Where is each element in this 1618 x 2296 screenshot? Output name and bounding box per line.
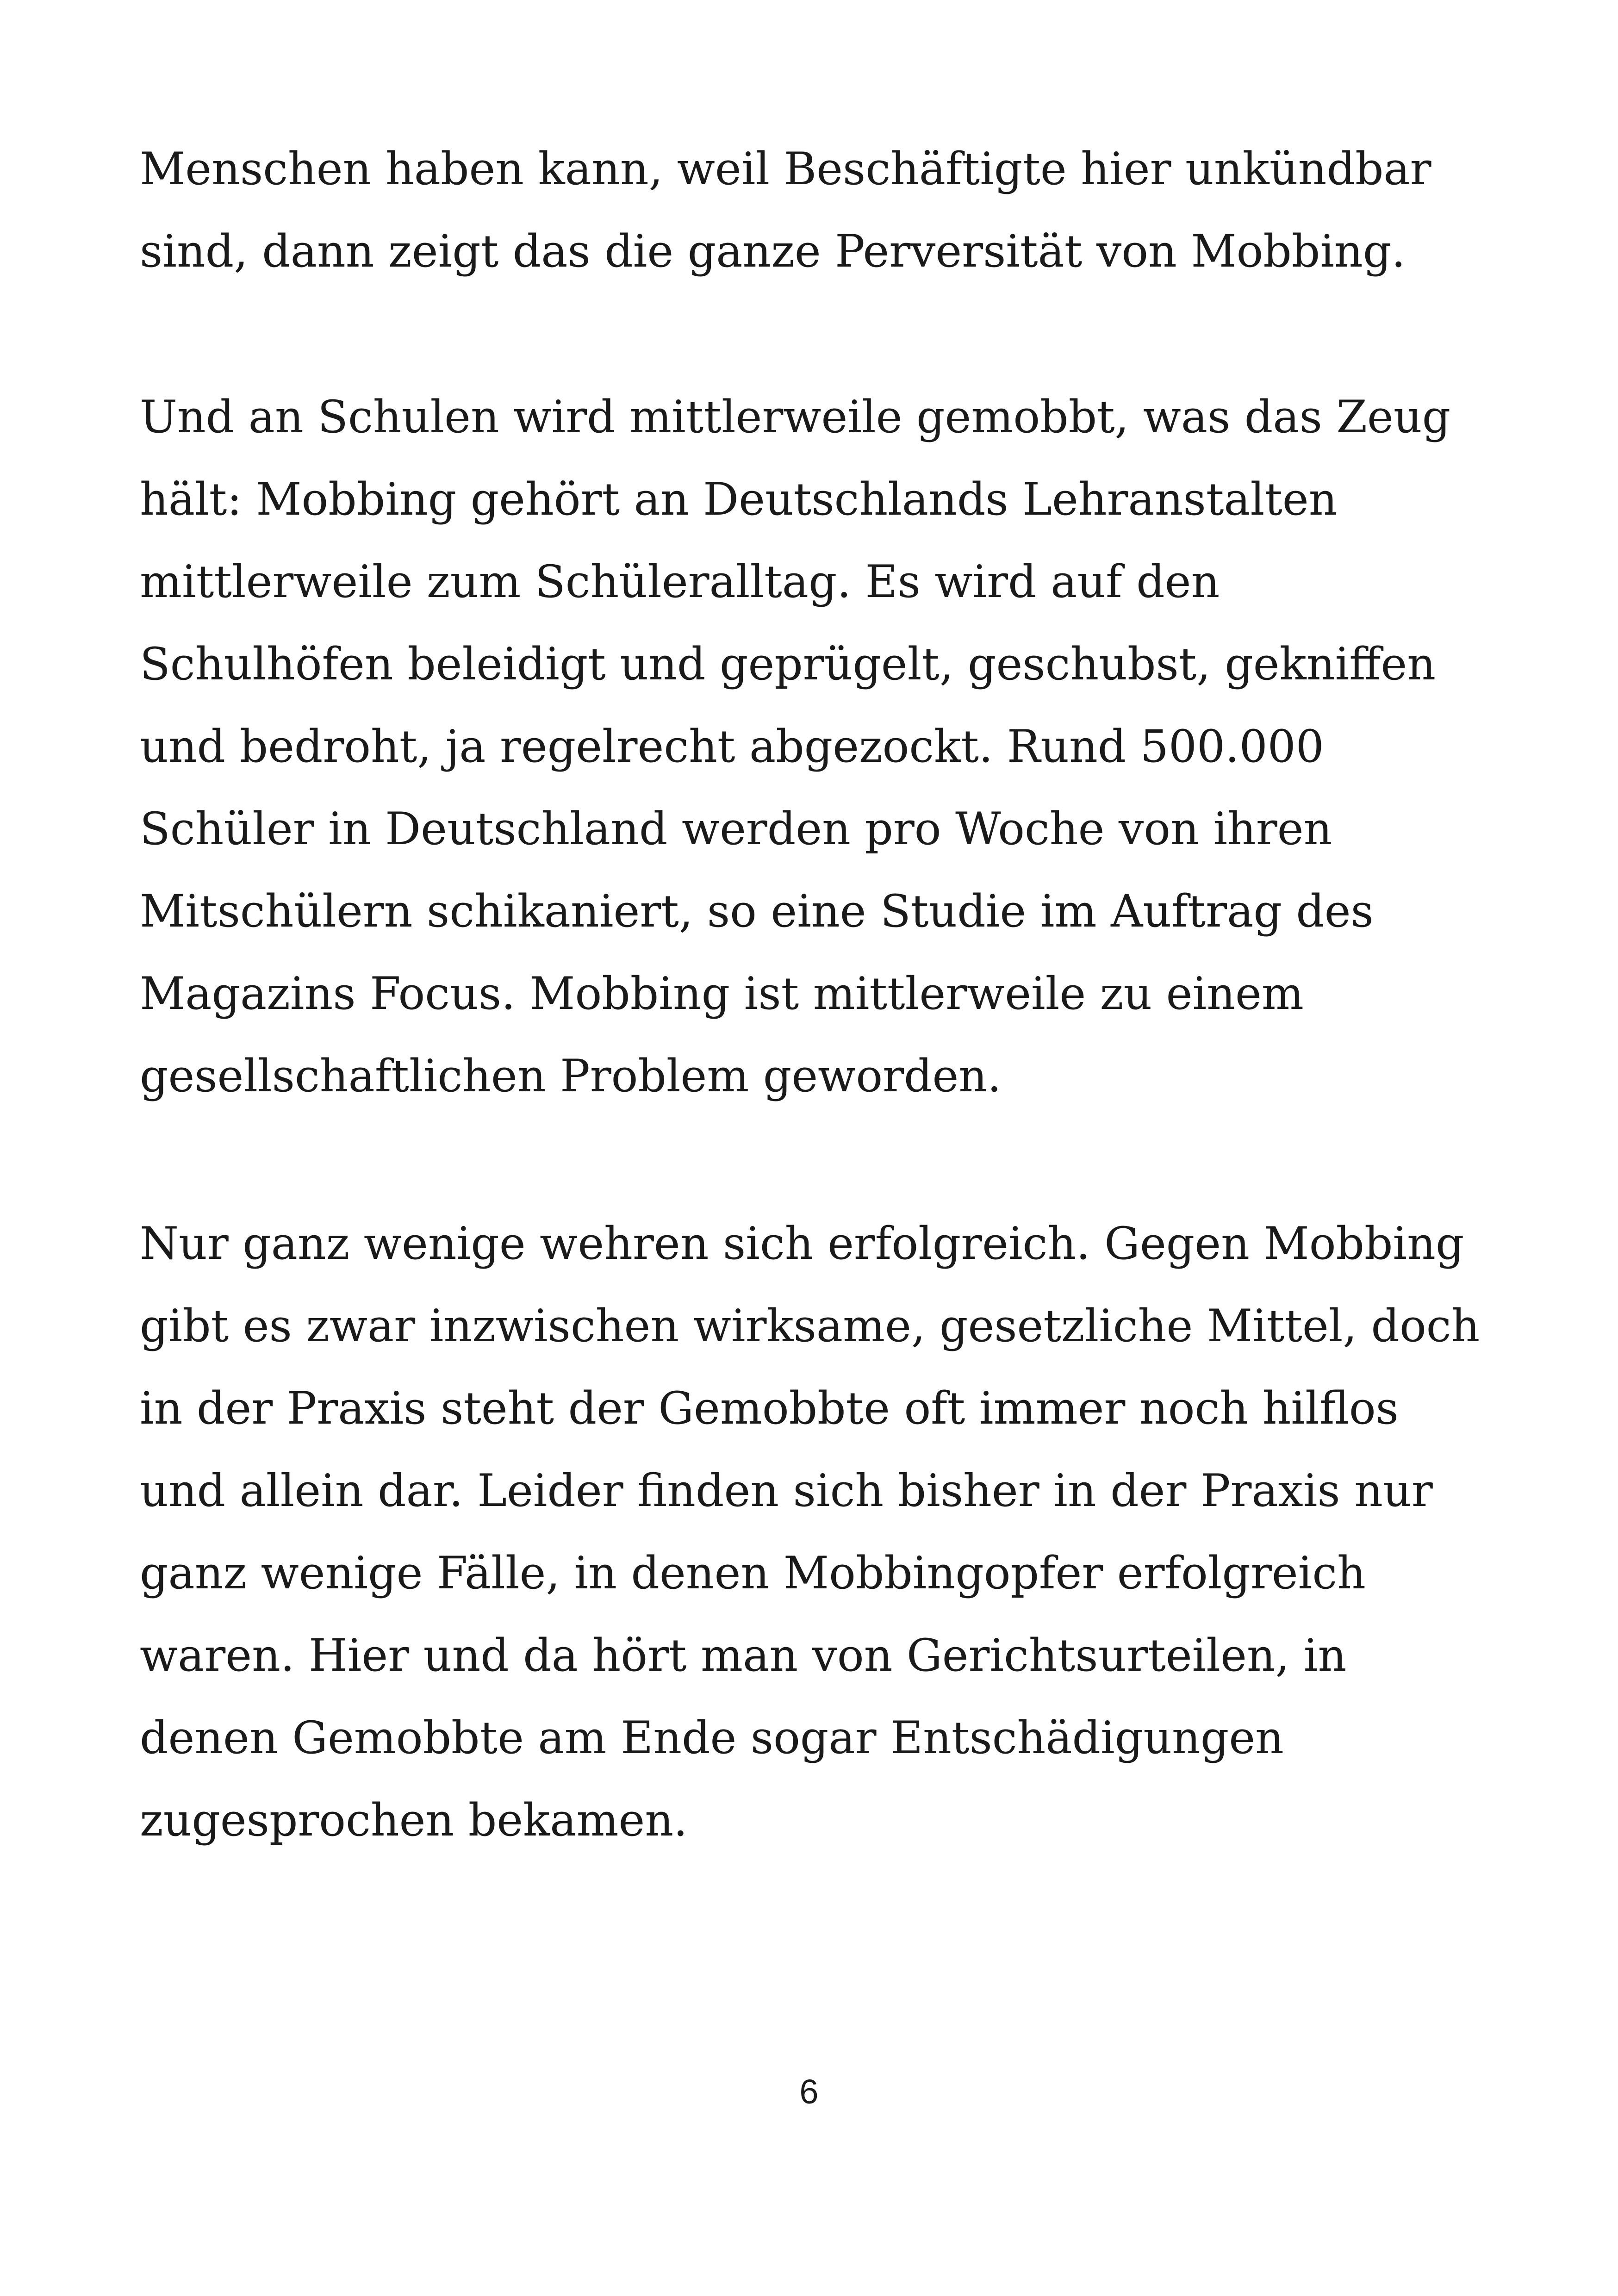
text-line: gibt es zwar inzwischen wirksame, gesetzliche Mittel, doch [140,1300,1480,1352]
text-line: Menschen haben kann, weil Beschäftigte hier unkündbar [140,143,1431,195]
page-number: 6 [799,2072,819,2111]
text-line: gesellschaftlichen Problem geworden. [140,1050,1002,1102]
text-line: Schüler in Deutschland werden pro Woche von ihren [140,803,1332,855]
paragraph-3 [140,1202,1528,1861]
text-line: Mitschülern schikaniert, so eine Studie im Auftrag des [140,885,1374,937]
text-line: Und an Schulen wird mittlerweile gemobbt, was das Zeug [140,391,1451,443]
text-line: Magazins Focus. Mobbing ist mittlerweile zu einem [140,968,1304,1020]
text-line: zugesprochen bekamen. [140,1794,688,1846]
text-line: mittlerweile zum Schüleralltag. Es wird auf den [140,556,1220,608]
paragraph-1 [140,128,1528,292]
text-line: ganz wenige Fälle, in denen Mobbingopfer erfolgreich [140,1547,1366,1599]
text-line: sind, dann zeigt das die ganze Perversität von Mobbing. [140,225,1406,277]
text-line: Schulhöfen beleidigt und geprügelt, geschubst, gekniffen [140,638,1436,690]
text-line: in der Praxis steht der Gemobbte oft immer noch hilflos [140,1382,1399,1434]
text-line: waren. Hier und da hört man von Gerichtsurteilen, in [140,1630,1347,1681]
text-line: hält: Mobbing gehört an Deutschlands Lehranstalten [140,473,1338,525]
text-line: und bedroht, ja regelrecht abgezockt. Rund 500.000 [140,721,1324,772]
paragraph-2 [140,376,1528,1117]
text-line: und allein dar. Leider finden sich bisher in der Praxis nur [140,1465,1433,1517]
text-line: denen Gemobbte am Ende sogar Entschädigungen [140,1712,1284,1764]
text-line: Nur ganz wenige wehren sich erfolgreich. Gegen Mobbing [140,1218,1464,1269]
